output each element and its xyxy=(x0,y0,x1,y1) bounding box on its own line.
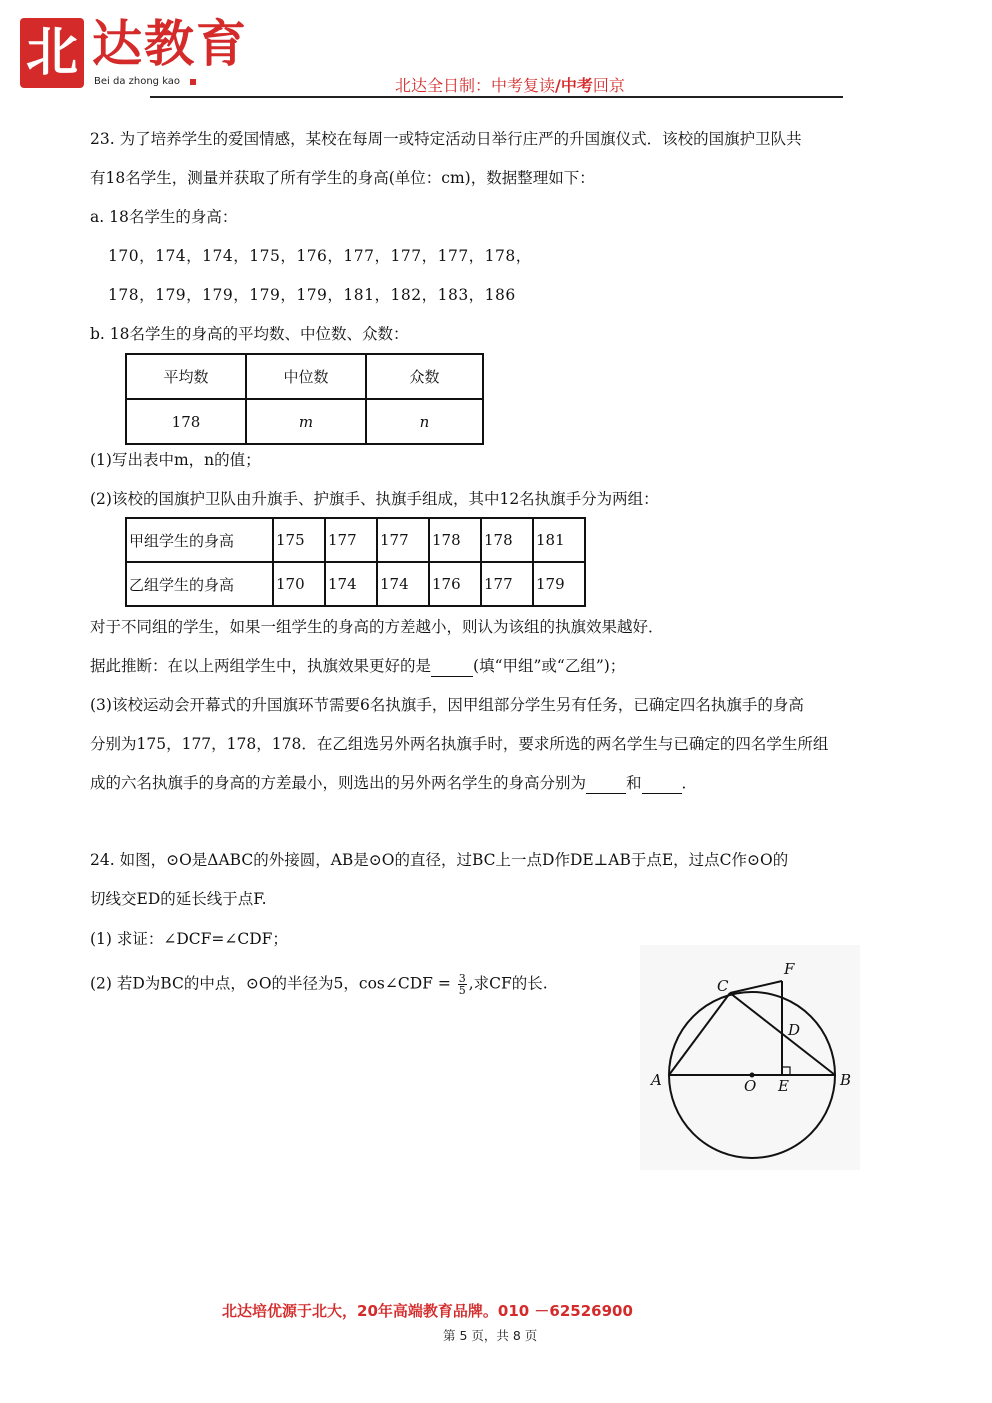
logo-square-icon xyxy=(190,79,196,85)
header-rule xyxy=(150,96,843,98)
answer-blank xyxy=(586,773,626,794)
q23-line1: 23. 为了培养学生的爱国情感，某校在每周一或特定活动日举行庄严的升国旗仪式．该校的国旗护卫队共 xyxy=(90,130,802,148)
logo-char: 北 xyxy=(25,23,78,83)
stats-header-mean: 平均数 xyxy=(126,354,246,399)
q24-sub1: (1) 求证：∠DCF=∠CDF； xyxy=(90,930,288,948)
fraction: $\frac{3}{5}$ xyxy=(458,972,466,997)
group-cell: 174 xyxy=(325,562,377,606)
group-cell: 174 xyxy=(377,562,429,606)
q23-heights-row1: 170，174，174，175，176，177，177，177，178， xyxy=(108,247,532,265)
label-e: E xyxy=(778,1077,789,1095)
group-cell: 178 xyxy=(429,518,481,562)
q23-line2: 有18名学生，测量并获取了所有学生的身高(单位：cm)，数据整理如下： xyxy=(90,169,595,187)
q23-sub3-line3: 成的六名执旗手的身高的方差最小，则选出的另外两名学生的身高分别为 和 ． xyxy=(90,774,698,792)
group-cell: 177 xyxy=(481,562,533,606)
group-cell: 175 xyxy=(273,518,325,562)
group-table xyxy=(125,517,586,607)
q23-note2: 据此推断：在以上两组学生中，执旗效果更好的是 (填“甲组”或“乙组”)； xyxy=(90,657,626,675)
q24-sub2: (2) 若D为BC的中点，⊙O的半径为5，cos∠CDF = $\frac{3}{5}$ ,求CF的长. xyxy=(90,972,548,997)
group-row-jia xyxy=(126,518,585,562)
q23-heights-row2: 178，179，179，179，179，181，182，183，186 xyxy=(108,286,516,304)
q24-line1: 24. 如图，⊙O是ΔABC的外接圆，AB是⊙O的直径，过BC上一点D作DE⊥AB于点E，过点C作⊙O的 xyxy=(90,851,789,869)
label-c: C xyxy=(717,977,729,995)
logo-subtitle: Bei da zhong kao xyxy=(94,76,181,87)
geometry-figure xyxy=(640,945,860,1170)
q23-sub1: (1)写出表中m，n的值； xyxy=(90,451,261,469)
q23-note1: 对于不同组的学生，如果一组学生的身高的方差越小，则认为该组的执旗效果越好． xyxy=(90,618,664,636)
group-row-yi xyxy=(126,562,585,606)
answer-blank xyxy=(642,773,682,794)
q23-sub3-line2: 分别为175，177，178，178．在乙组选另外两名执旗手时，要求所选的两名学生与已确定的四名学生所组 xyxy=(90,735,829,753)
group-cell: 178 xyxy=(481,518,533,562)
page-number: 第 5 页，共 8 页 xyxy=(443,1328,538,1343)
logo-name: 达教育 xyxy=(92,14,248,73)
stats-table xyxy=(125,353,484,445)
stats-value-mode: n xyxy=(366,399,483,444)
answer-blank xyxy=(431,656,473,677)
q24-line2: 切线交ED的延长线于点F. xyxy=(90,890,267,908)
q23-part-b: b. 18名学生的身高的平均数、中位数、众数： xyxy=(90,325,409,343)
group-cell: 176 xyxy=(429,562,481,606)
label-o: O xyxy=(744,1077,757,1095)
label-d: D xyxy=(788,1021,801,1039)
group-cell: 179 xyxy=(533,562,585,606)
stats-header-median: 中位数 xyxy=(246,354,366,399)
q23-sub2: (2)该校的国旗护卫队由升旗手、护旗手、执旗手组成，其中12名执旗手分为两组： xyxy=(90,490,659,508)
group-label: 甲组学生的身高 xyxy=(126,518,273,562)
label-b: B xyxy=(840,1071,852,1089)
stats-value-median: m xyxy=(246,399,366,444)
stats-value-mean: 178 xyxy=(126,399,246,444)
q23-sub3-line1: (3)该校运动会开幕式的升国旗环节需要6名执旗手，因甲组部分学生另有任务，已确定四名执旗手的身高 xyxy=(90,696,804,714)
q23-part-a: a. 18名学生的身高： xyxy=(90,208,238,226)
footer-slogan: 北达培优源于北大，20年高端教育品牌。010 －62526900 xyxy=(222,1302,633,1320)
header-tagline: 北达全日制：中考复读/中考回京 xyxy=(395,76,625,95)
group-cell: 181 xyxy=(533,518,585,562)
group-label: 乙组学生的身高 xyxy=(126,562,273,606)
figure-background xyxy=(640,945,860,1170)
group-cell: 177 xyxy=(377,518,429,562)
group-cell: 170 xyxy=(273,562,325,606)
label-a: A xyxy=(651,1071,662,1089)
group-cell: 177 xyxy=(325,518,377,562)
stats-header-mode: 众数 xyxy=(366,354,483,399)
label-f: F xyxy=(784,960,795,978)
